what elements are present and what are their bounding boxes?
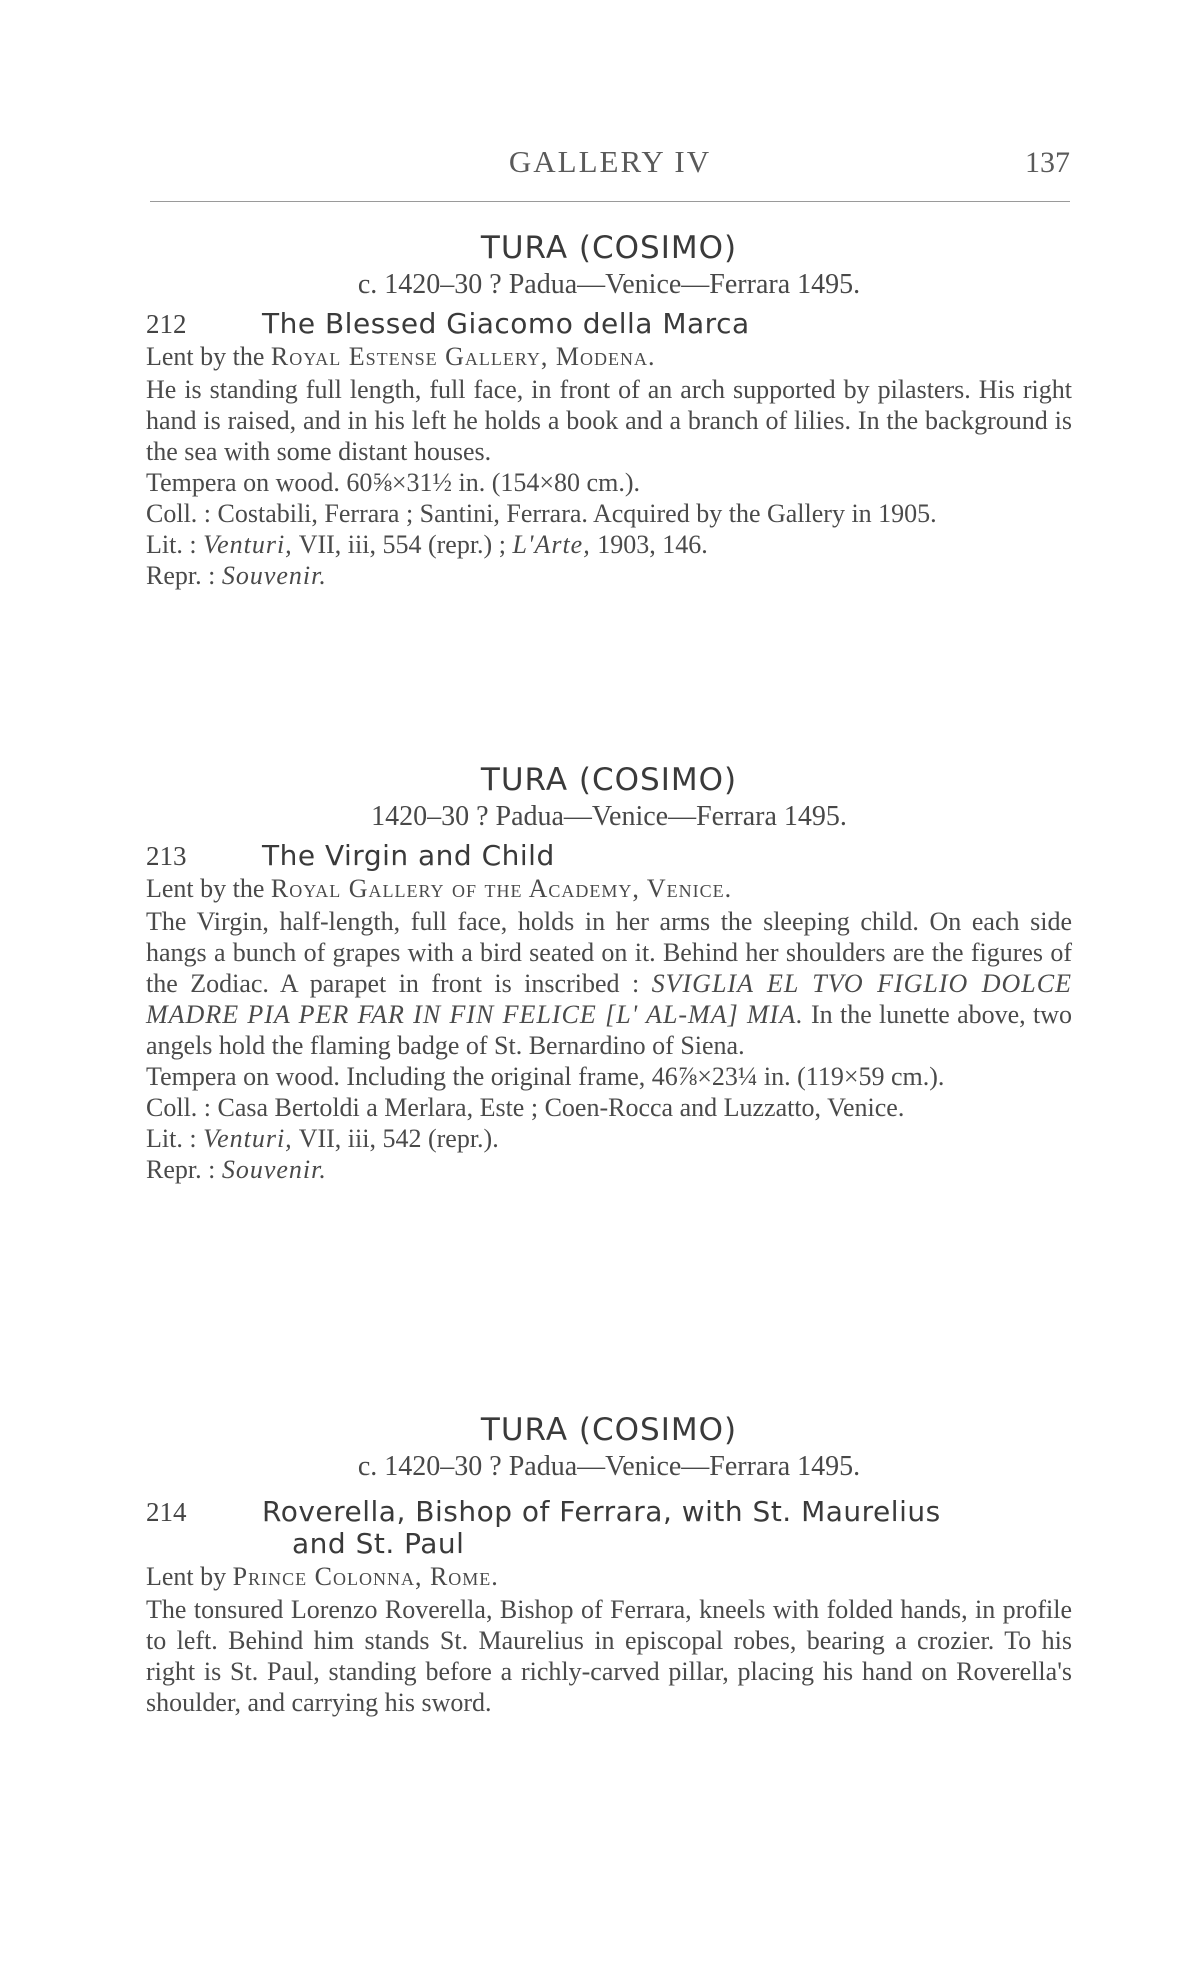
lender-name: Prince Colonna, Rome.: [232, 1562, 499, 1591]
lit-journal: L'Arte,: [512, 530, 591, 559]
lender-name: Royal Gallery of the Academy, Venice.: [270, 874, 733, 903]
catalogue-entry-214: [146, 1410, 1072, 1718]
inscription-text: SVIGLIA EL TVO FIGLIO DOLCE MADRE PIA PER FAR IN FIN FELICE [L' AL-MA] MIA.: [146, 969, 1072, 1029]
medium-line: Tempera on wood. Including the original frame, 46⅞×23¼ in. (119×59 cm.).: [146, 1062, 945, 1091]
page-number: 137: [1025, 146, 1070, 179]
lender-line: [146, 1560, 1072, 1594]
running-title: GALLERY IV: [508, 144, 712, 179]
repr-prefix: Repr. :: [146, 561, 222, 590]
catalogue-entry-213: [146, 760, 1072, 1185]
lender-name: Royal Estense Gallery, Modena.: [270, 342, 656, 371]
work-description: He is standing full length, full face, in front of an arch supported by pilasters. His right hand is raised, and in his left he holds a book and a branch of lilies. In the background is the sea with some distant houses.: [146, 375, 1072, 466]
collection-line: Coll. : Casa Bertoldi a Merlara, Este ; Coen-Rocca and Luzzatto, Venice.: [146, 1093, 905, 1122]
lender-prefix: Lent by the: [146, 342, 271, 371]
running-head: [150, 140, 1070, 186]
lender-line: [146, 872, 1072, 906]
catalogue-number: 213: [146, 841, 187, 871]
lender-prefix: Lent by: [146, 1562, 233, 1591]
artist-heading: TURA (COSIMO): [480, 762, 738, 798]
lit-journal-ref: 1903, 146.: [590, 530, 708, 559]
lit-author: Venturi,: [203, 1124, 293, 1153]
repr-source: Souvenir.: [221, 561, 327, 590]
reproduction-line: [146, 1154, 1072, 1185]
artist-dates: c. 1420–30 ? Padua—Venice—Ferrara 1495.: [357, 269, 861, 300]
lit-prefix: Lit. :: [146, 530, 204, 559]
work-title: The Virgin and Child: [262, 839, 555, 872]
catalogue-number: 212: [146, 309, 187, 339]
work-title-line-1: Roverella, Bishop of Ferrara, with St. Maurelius: [262, 1495, 941, 1528]
literature-line: [146, 529, 1072, 560]
reproduction-line: [146, 560, 1072, 591]
repr-source: Souvenir.: [221, 1155, 327, 1184]
artist-dates: 1420–30 ? Padua—Venice—Ferrara 1495.: [371, 801, 847, 832]
work-description: The tonsured Lorenzo Roverella, Bishop of Ferrara, kneels with folded hands, in profile to left. Behind him stands St. Maurelius in episcopal robes, bearing a crozier. To his right is St. Paul, standing before a richly-carved pillar, placing his hand on Roverella's shoulder, and carrying his sword.: [146, 1595, 1072, 1717]
lit-ref: VII, iii, 542 (repr.).: [292, 1124, 499, 1153]
header-rule: [150, 201, 1070, 202]
catalogue-entry-212: [146, 228, 1072, 591]
description-text: The Virgin, half-length, full face, holds in her arms the sleeping child. On each side hangs a bunch of grapes with a bird seated on it. Behind her shoulders are the figures of the Zodiac. A parapet in front is inscribed :: [146, 907, 1072, 998]
work-title-line: [146, 308, 1072, 340]
literature-line: [146, 1123, 1072, 1154]
repr-prefix: Repr. :: [146, 1155, 222, 1184]
work-title-line: [146, 1496, 1072, 1560]
work-description: [146, 906, 1072, 1061]
artist-heading: TURA (COSIMO): [480, 230, 738, 266]
lender-line: [146, 340, 1072, 374]
work-title-line-2: and St. Paul: [292, 1527, 465, 1560]
lender-prefix: Lent by the: [146, 874, 271, 903]
lit-prefix: Lit. :: [146, 1124, 204, 1153]
catalogue-number: 214: [146, 1497, 187, 1527]
medium-line: Tempera on wood. 60⅝×31½ in. (154×80 cm.).: [146, 468, 640, 497]
work-title-line: [146, 840, 1072, 872]
work-title: The Blessed Giacomo della Marca: [262, 307, 750, 340]
lit-ref: VII, iii, 554 (repr.) ;: [292, 530, 513, 559]
description-text-cont: In the lunette above, two angels hold the flaming badge of St. Bernardino of Siena.: [146, 1000, 1072, 1060]
artist-dates: c. 1420–30 ? Padua—Venice—Ferrara 1495.: [357, 1451, 861, 1482]
collection-line: Coll. : Costabili, Ferrara ; Santini, Ferrara. Acquired by the Gallery in 1905.: [146, 499, 937, 528]
artist-heading: TURA (COSIMO): [480, 1412, 738, 1448]
lit-author: Venturi,: [203, 530, 293, 559]
